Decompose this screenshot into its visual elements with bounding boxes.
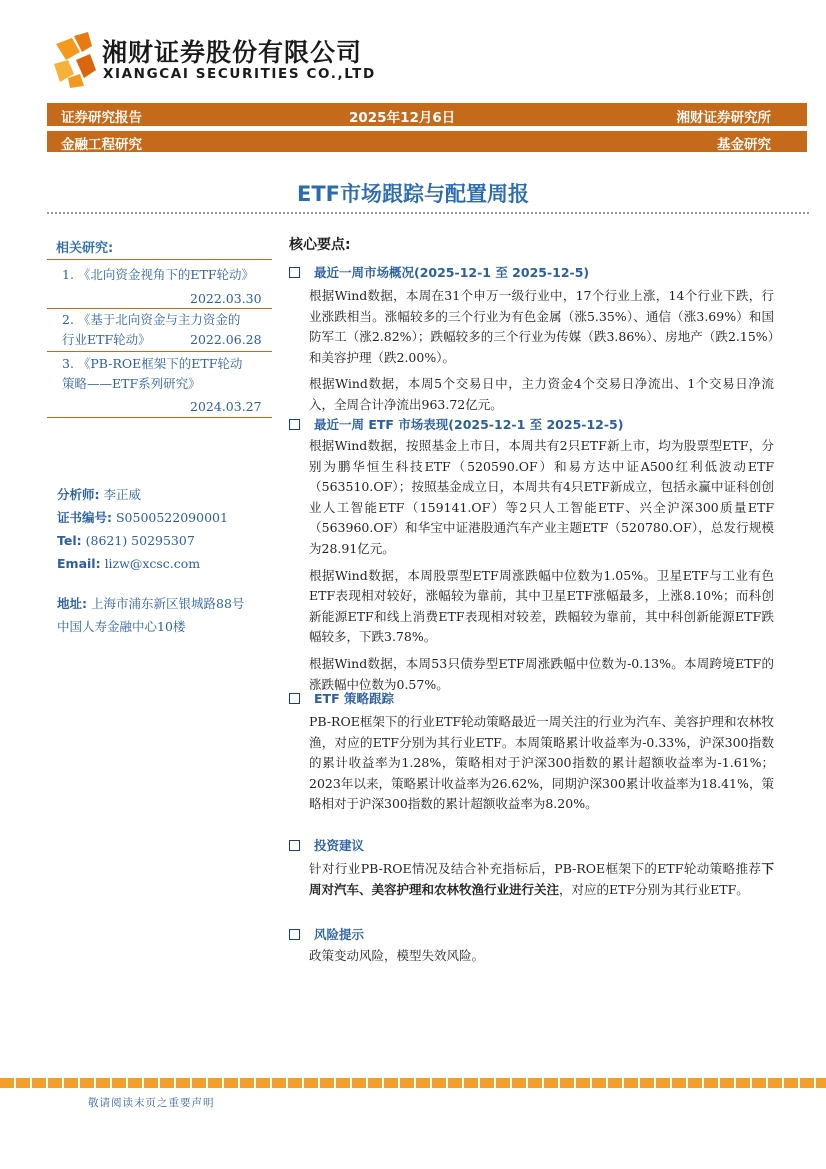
tel-label: Tel:: [57, 533, 82, 548]
address-info: [57, 592, 244, 638]
paragraph: 针对行业PB-ROE情况及结合补充指标后，PB-ROE框架下的ETF轮动策略推荐下周对汽车、美容护理和农林牧渔行业进行关注，对应的ETF分别为其行业ETF。: [309, 861, 774, 897]
category-left: 金融工程研究: [61, 137, 142, 153]
section-body: [309, 946, 774, 967]
section-body: [309, 436, 774, 695]
report-type: 证券研究报告: [61, 110, 142, 126]
related-heading: 相关研究:: [56, 241, 114, 256]
sidebar-divider: [47, 351, 272, 352]
section-heading: 最近一周 ETF 市场表现(2025-12-1 至 2025-12-5): [289, 415, 623, 433]
paragraph: 根据Wind数据，本周53只债券型ETF周涨跌幅中位数为-0.13%。本周跨境ETF的涨跌幅中位数为0.57%。: [309, 655, 774, 692]
category-right: 基金研究: [717, 137, 771, 153]
company-name-cn: 湘财证券股份有限公司: [102, 38, 363, 67]
title-divider: [47, 212, 809, 214]
section-body: [309, 286, 774, 416]
paragraph: 根据Wind数据，按照基金上市日，本周共有2只ETF新上市，均为股票型ETF，分别为鹏华恒生科技ETF（520590.OF）和易方达中证A500红利低波动ETF（563510.OF）；按照基金成立日，本周共有4只ETF新成立，包括永赢中证科创创业人工智能ETF（159141.OF）等2只人工智能ETF、兴全沪深300质量ETF（563960.OF）和华宝中证港股通汽车产业主题ETF（520780.OF），总发行规模为28.91亿元。: [309, 438, 774, 556]
reference-1-date: 2022.03.30: [190, 291, 262, 306]
reference-2-date: 2022.06.28: [190, 332, 262, 347]
sidebar-divider: [47, 417, 272, 418]
category-bar: [47, 131, 807, 152]
address-label: 地址:: [57, 596, 87, 611]
company-name-en: XIANGCAI SECURITIES CO.,LTD: [103, 66, 376, 82]
header-bar: [47, 103, 807, 126]
checkbox-square-icon: [289, 419, 300, 430]
footer-disclaimer[interactable]: 敬请阅读末页之重要声明: [88, 1097, 215, 1109]
reference-1[interactable]: 1. 《北向资金视角下的ETF轮动》: [62, 267, 255, 282]
section-heading: 投资建议: [289, 836, 364, 854]
page-title: ETF市场跟踪与配置周报: [296, 182, 529, 206]
sidebar-divider: [47, 259, 272, 260]
email-link[interactable]: lizw@xcsc.com: [104, 556, 201, 571]
key-points-heading: 核心要点:: [289, 237, 351, 253]
checkbox-square-icon: [289, 929, 300, 940]
report-date: 2025年12月6日: [349, 110, 456, 126]
reference-3-line1: 3. 《PB-ROE框架下的ETF轮动: [62, 356, 243, 371]
section-heading: ETF 策略跟踪: [289, 689, 394, 707]
section-body: [309, 712, 774, 815]
reference-2-line2: 行业ETF轮动》: [62, 332, 151, 347]
institute-name: 湘财证券研究所: [676, 110, 771, 126]
checkbox-square-icon: [289, 840, 300, 851]
sidebar-divider: [47, 308, 272, 309]
paragraph: PB-ROE框架下的行业ETF轮动策略最近一周关注的行业为汽车、美容护理和农林牧渔，对应的ETF分别为其行业ETF。本周策略累计收益率为-0.33%，沪深300指数的累计收益率为1.28%，策略相对于沪深300指数的累计超额收益率为-1.61%；2023年以来，策略累计收益率为26.62%，同期沪深300累计收益率为18.41%，策略相对于沪深300指数的累计超额收益率为8.20%。: [309, 714, 774, 812]
reference-3-date: 2024.03.27: [190, 399, 262, 414]
paragraph: 政策变动风险，模型失效风险。: [309, 948, 485, 963]
checkbox-square-icon: [289, 693, 300, 704]
analyst-label: 分析师:: [57, 487, 100, 502]
company-logo-icon: [52, 30, 98, 88]
cert-label: 证书编号:: [57, 510, 112, 525]
section-heading: 最近一周市场概况(2025-12-1 至 2025-12-5): [289, 263, 589, 281]
cert-number: S0500522090001: [115, 510, 228, 525]
analyst-name: 李正威: [103, 487, 141, 502]
analyst-info: [57, 483, 228, 575]
tel-number: (8621) 50295307: [85, 533, 195, 548]
paragraph: 根据Wind数据，本周5个交易日中，主力资金4个交易日净流出、1个交易日净流入，全周合计净流出963.72亿元。: [309, 376, 774, 412]
paragraph: 根据Wind数据，本周股票型ETF周涨跌幅中位数为1.05%。卫星ETF与工业有色ETF表现相对较好，涨幅较为靠前，其中卫星ETF涨幅最多，上涨8.10%；而科创新能源ETF和线上消费ETF表现相对较差，跌幅较为靠前，其中科创新能源ETF跌幅较多，下跌3.78%。: [309, 567, 774, 645]
reference-2-line1: 2. 《基于北向资金与主力资金的: [62, 312, 241, 327]
section-heading: 风险提示: [289, 925, 364, 943]
reference-3-line2: 策略——ETF系列研究》: [62, 376, 201, 391]
recommendation-highlight: 下周对汽车、美容护理和农林牧渔行业进行关注: [309, 861, 774, 897]
address-line1: 上海市浦东新区银城路88号: [90, 596, 245, 611]
checkbox-square-icon: [289, 267, 300, 278]
section-body: [309, 859, 774, 900]
email-label: Email:: [57, 556, 101, 571]
paragraph: 根据Wind数据，本周在31个申万一级行业中，17个行业上涨，14个行业下跌，行业涨跌相当。涨幅较多的三个行业为有色金属（涨5.35%）、通信（涨3.69%）和国防军工（涨2.82%）；跌幅较多的三个行业为传媒（跌3.86%）、房地产（跌2.15%）和美容护理（跌2.00%）。: [309, 288, 774, 365]
reference-3[interactable]: [62, 354, 242, 394]
footer-band: [0, 1078, 826, 1088]
address-line2: 中国人寿金融中心10楼: [57, 619, 186, 634]
